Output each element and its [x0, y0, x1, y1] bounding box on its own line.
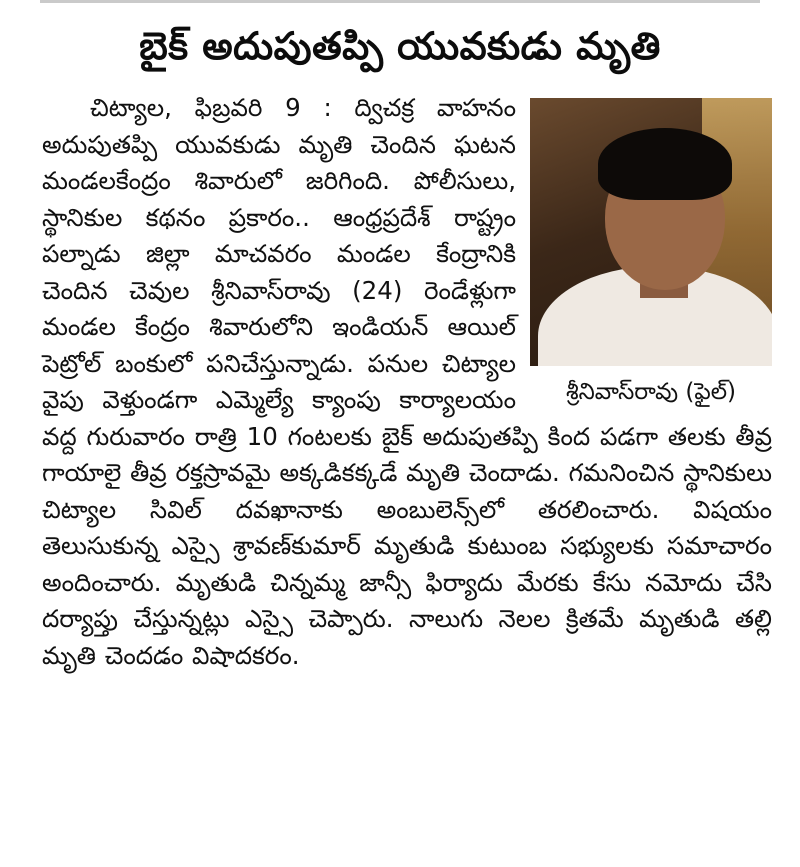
photo-caption: శ్రీనివాస్‌రావు (ఫైల్)	[565, 379, 737, 405]
article-headline: బైక్ అదుపుతప్పి యువకుడు మృతి	[139, 24, 661, 68]
person-photo	[530, 98, 772, 366]
photo-hair	[598, 128, 732, 200]
top-rule	[40, 0, 760, 3]
article-body-text: చిట్యాల, ఫిబ్రవరి 9 : ద్విచక్ర వాహనం అదుపుతప్పి యువకుడు మృతి చెందిన ఘటన మండలకేంద్రం శివారులో జరిగింది. పోలీసులు, స్థానికుల కథనం ప్రకారం.. ఆంధ్రప్రదేశ్ రాష్ట్రం పల్నాడు జిల్లా మాచవరం మండల కేంద్రానికి చెందిన చెవుల శ్రీనివాస్‌రావు (24) రెండేళ్లుగా మండల కేంద్రం శివారులోని ఇండియన్ ఆయిల్ పెట్రోల్ బంకులో పనిచేస్తున్నాడు. పనుల చిట్యాల వైపు వెళ్తుండగా ఎమ్మెల్యే క్యాంపు కార్యాలయం వద్ద గురువారం రాత్రి 10 గంటలకు బైక్ అదుపుతప్పి కింద పడగా తలకు తీవ్ర గాయాలై తీవ్ర రక్తస్రావమై అక్కడికక్కడే మృతి చెందాడు. గమనించిన స్థానికులు చిట్యాల సివిల్ దవఖానాకు అంబులెన్స్‌లో తరలించారు. విషయం తెలుసుకున్న ఎస్సై శ్రావణ్‌కుమార్ మృతుడి కుటుంబ సభ్యులకు సమాచారం అందించారు. మృతుడి చిన్నమ్మ జాన్సీ ఫిర్యాదు మేరకు కేసు నమోదు చేసి దర్యాప్తు చేస్తున్నట్లు ఎస్సై చెప్పారు. నాలుగు నెలల క్రితమే మృతుడి తల్లి మృతి చెందడం విషాదకరం.	[42, 93, 772, 670]
article-body-container	[42, 90, 772, 674]
photo-block	[530, 98, 772, 410]
